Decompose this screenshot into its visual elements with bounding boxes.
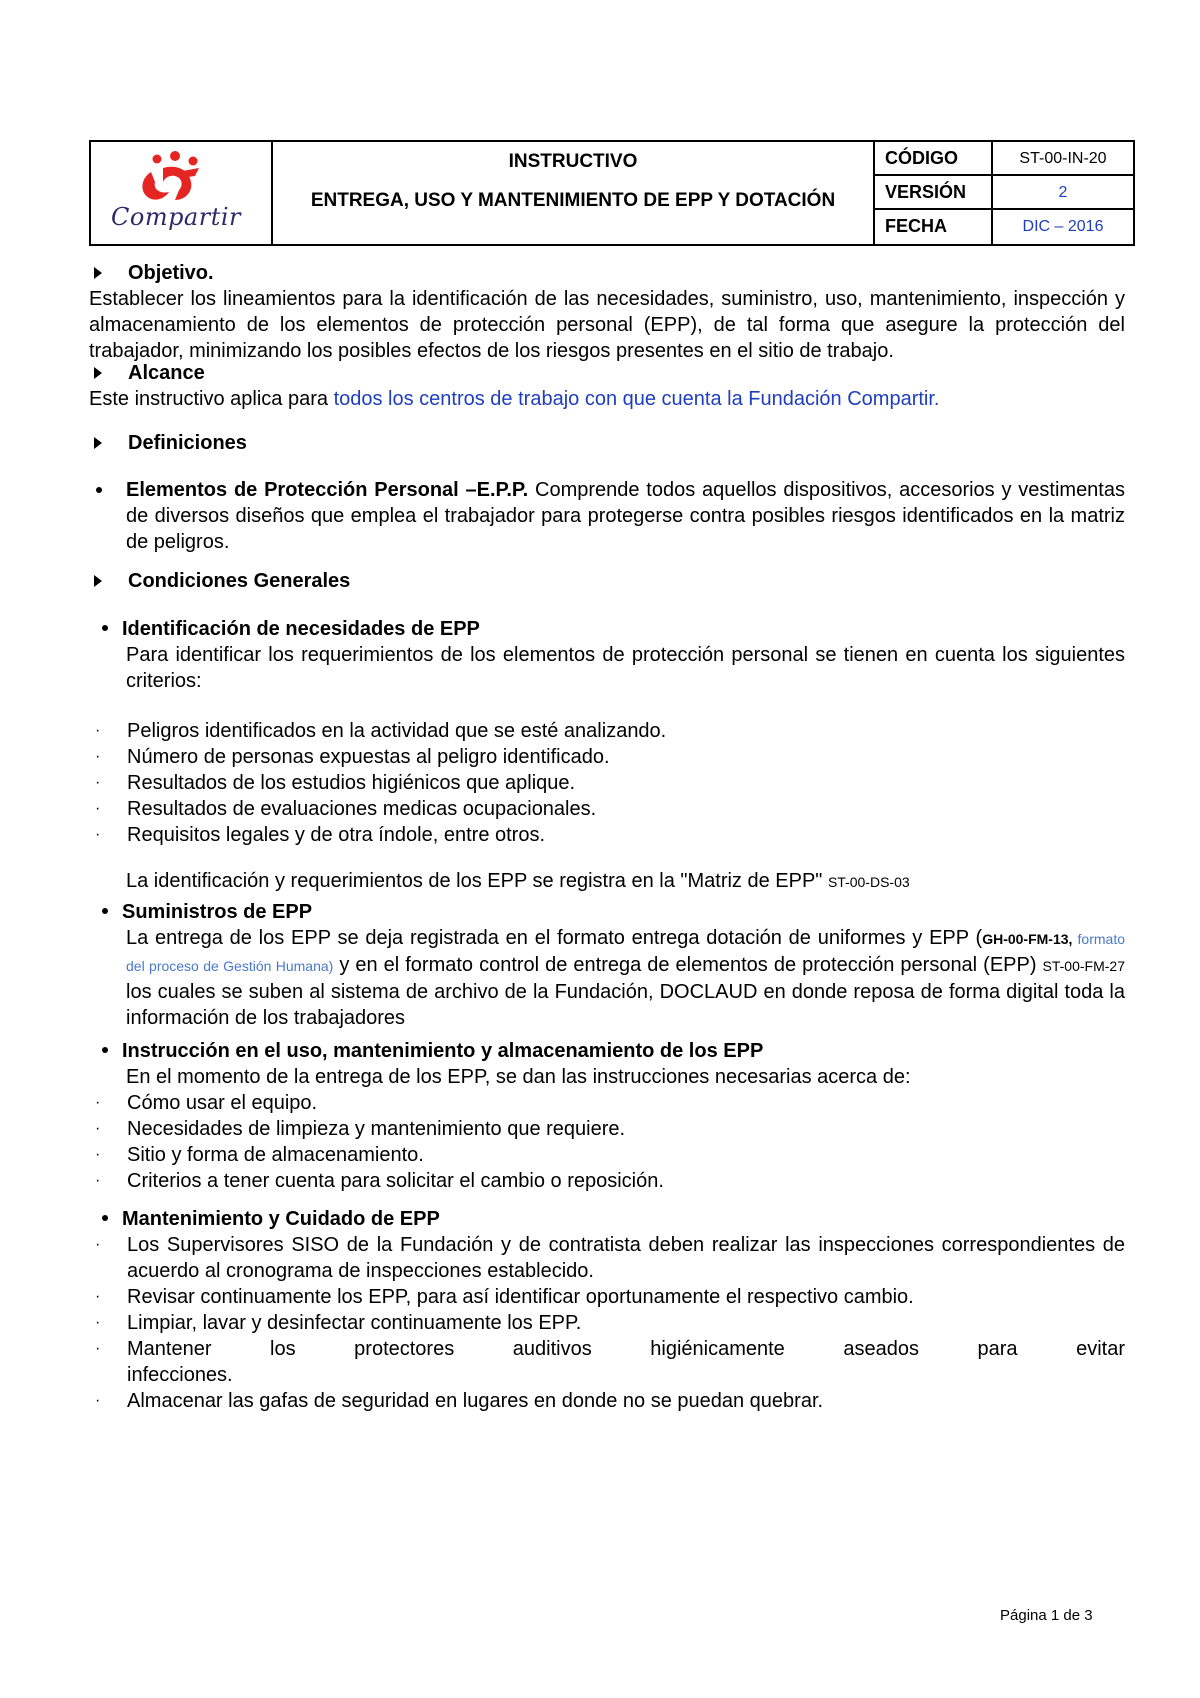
suministros-heading: Suministros de EPP <box>122 901 313 923</box>
round-bullet-icon <box>102 1215 108 1221</box>
definicion-epp <box>99 477 1125 555</box>
objetivo-text: Establecer los lineamientos para la identificación de las necesidades, suministro, uso, mantenimiento, inspección y almacenamiento de los elementos de protección personal (EPP), de tal forma que asegure la protección del trabajador, minimizando los posibles efectos de los riesgos presentes en el sitio de trabajo. <box>89 288 1125 362</box>
instruccion-intro: En el momento de la entrega de los EPP, se dan las instrucciones necesarias acerca de: <box>126 1066 911 1088</box>
condiciones-heading: Condiciones Generales <box>128 570 351 592</box>
definicion-text: Comprende todos aquellos dispositivos, accesorios y vestimentas de diversos diseños que emplea el trabajador para protegerse contra posibles riesgos identificados en la matriz de peligros. <box>126 479 1125 553</box>
logo-text: Compartir <box>111 203 242 231</box>
instruccion-item: Cómo usar el equipo. <box>127 1092 318 1114</box>
dot-bullet-icon: · <box>95 1172 101 1189</box>
suministros-subsection <box>122 899 1125 1031</box>
fecha-value: DIC – 2016 <box>1022 218 1104 235</box>
identificacion-intro: Para identificar los requerimientos de los elementos de protección personal se tienen en cuenta los siguientes criterios: <box>126 644 1125 692</box>
dot-bullet-icon: · <box>95 774 101 791</box>
page-number: Página 1 de 3 <box>1000 1607 1093 1624</box>
codigo-label: CÓDIGO <box>875 142 993 176</box>
document-header-table <box>89 140 1135 246</box>
mantenimiento-heading: Mantenimiento y Cuidado de EPP <box>122 1208 440 1230</box>
identificacion-subsection <box>95 616 1125 895</box>
dot-bullet-icon: · <box>95 722 101 739</box>
dot-bullet-icon: · <box>95 1146 101 1163</box>
criterio-item: Resultados de los estudios higiénicos que aplique. <box>127 772 576 794</box>
title-cell <box>273 142 875 244</box>
triangle-bullet-icon <box>94 437 102 449</box>
criterio-item: Resultados de evaluaciones medicas ocupacionales. <box>127 798 597 820</box>
round-bullet-icon <box>102 625 108 631</box>
document-type: INSTRUCTIVO <box>508 151 638 172</box>
suministros-text-2: y en el formato control de entrega de elementos de protección personal (EPP) <box>333 954 1043 976</box>
dot-bullet-icon: · <box>95 1392 101 1409</box>
triangle-bullet-icon <box>94 575 102 587</box>
criterio-item: Requisitos legales y de otra índole, entre otros. <box>127 824 546 846</box>
document-title: ENTREGA, USO Y MANTENIMIENTO DE EPP Y DOTACIÓN <box>310 190 836 211</box>
definiciones-section <box>89 430 1125 456</box>
logo-cell <box>91 142 273 244</box>
condiciones-section <box>89 568 1125 594</box>
suministros-text-3: los cuales se suben al sistema de archivo de la Fundación, DOCLAUD en donde reposa de forma digital toda la información de los trabajadores <box>126 981 1125 1029</box>
mantenimiento-item: Revisar continuamente los EPP, para así identificar oportunamente el respectivo cambio. <box>127 1286 914 1308</box>
alcance-heading: Alcance <box>128 362 205 384</box>
fecha-label: FECHA <box>875 210 993 244</box>
dot-bullet-icon: · <box>95 1288 101 1305</box>
matriz-code: ST-00-DS-03 <box>827 874 910 890</box>
mantenimiento-item: Mantener los protectores auditivos higiénicamente aseados para evitar infecciones. <box>127 1338 1125 1386</box>
alcance-section <box>89 360 1125 412</box>
instruccion-item: Necesidades de limpieza y mantenimiento que requiere. <box>127 1118 626 1140</box>
mantenimiento-item: Los Supervisores SISO de la Fundación y de contratista deben realizar las inspecciones correspondientes de acuerdo al cronograma de inspecciones establecido. <box>127 1234 1125 1282</box>
round-bullet-icon <box>102 908 108 914</box>
instruccion-item: Criterios a tener cuenta para solicitar el cambio o reposición. <box>127 1170 664 1192</box>
round-bullet-icon <box>96 487 102 493</box>
dot-bullet-icon: · <box>95 1094 101 1111</box>
round-bullet-icon <box>102 1047 108 1053</box>
suministros-code-1: GH-00-FM-13, <box>982 931 1073 947</box>
suministros-note: formato del proceso de Gestión Humana) <box>126 931 1125 974</box>
dot-bullet-icon: · <box>95 1314 101 1331</box>
mantenimiento-subsection <box>95 1206 1125 1414</box>
dot-bullet-icon: · <box>95 800 101 817</box>
criterio-item: Peligros identificados en la actividad que se esté analizando. <box>127 720 667 742</box>
suministros-text-1: La entrega de los EPP se deja registrada en el formato entrega dotación de uniformes y EPP ( <box>126 927 983 949</box>
identificacion-closing: La identificación y requerimientos de los EPP se registra en la "Matriz de EPP" <box>126 870 828 892</box>
codigo-value: ST-00-IN-20 <box>993 142 1133 176</box>
instruccion-heading: Instrucción en el uso, mantenimiento y almacenamiento de los EPP <box>122 1040 764 1062</box>
dot-bullet-icon: · <box>95 1236 101 1253</box>
suministros-code-2: ST-00-FM-27 <box>1042 958 1125 974</box>
instruccion-subsection <box>95 1038 1125 1194</box>
mantenimiento-item: Almacenar las gafas de seguridad en lugares en donde no se puedan quebrar. <box>127 1390 824 1412</box>
criterio-item: Número de personas expuestas al peligro identificado. <box>127 746 610 768</box>
version-value: 2 <box>993 176 1133 210</box>
triangle-bullet-icon <box>94 267 102 279</box>
triangle-bullet-icon <box>94 367 102 379</box>
dot-bullet-icon: · <box>95 826 101 843</box>
definicion-term: Elementos de Protección Personal –E.P.P. <box>126 479 529 501</box>
instruccion-item: Sitio y forma de almacenamiento. <box>127 1144 424 1166</box>
dot-bullet-icon: · <box>95 1120 101 1137</box>
version-label: VERSIÓN <box>875 176 993 210</box>
mantenimiento-item: Limpiar, lavar y desinfectar continuamente los EPP. <box>127 1312 582 1334</box>
alcance-link-text: todos los centros de trabajo con que cuenta la Fundación Compartir. <box>333 388 940 410</box>
objetivo-section <box>89 260 1125 364</box>
identificacion-heading: Identificación de necesidades de EPP <box>122 618 480 640</box>
alcance-text: Este instructivo aplica para <box>89 388 334 410</box>
definiciones-heading: Definiciones <box>128 432 247 454</box>
dot-bullet-icon: · <box>95 748 101 765</box>
dot-bullet-icon: · <box>95 1340 101 1357</box>
objetivo-heading: Objetivo. <box>128 262 214 284</box>
